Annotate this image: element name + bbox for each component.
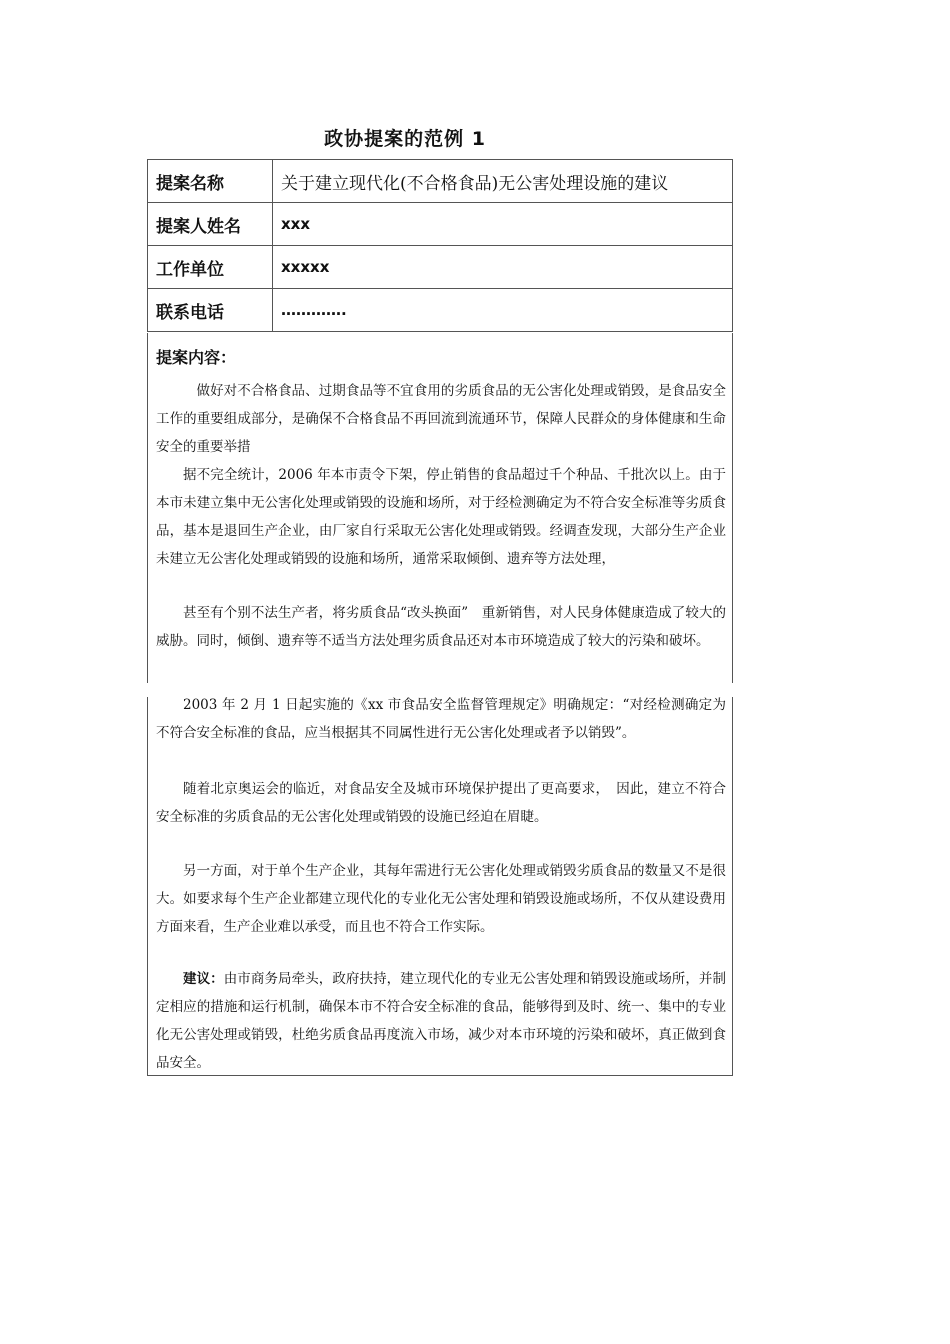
table-row [148, 289, 733, 332]
proposal-info-table [147, 159, 733, 332]
field-label-work-unit: 工作单位 [148, 246, 273, 289]
field-value-work-unit: xxxxx [273, 246, 733, 289]
content-paragraph: 2003 年 2 月 1 日起实施的《xx 市食品安全监督管理规定》明确规定：“对经检测确定为不符合安全标准的食品，应当根据其不同属性进行无公害化处理或者予以销毁”。 [156, 697, 726, 741]
proposal-content-continued [147, 697, 733, 1076]
table-row [148, 203, 733, 246]
table-row [148, 246, 733, 289]
field-value-proposal-name: 关于建立现代化(不合格食品)无公害处理设施的建议 [273, 160, 733, 203]
suggestion-text: 由市商务局牵头，政府扶持，建立现代化的专业无公害处理和销毁设施或场所，并制定相应的措施和运行机制，确保本市不符合安全标准的食品，能够得到及时、统一、集中的专业化无公害处理或销毁，杜绝劣质食品再度流入市场，减少对本市环境的污染和破坏，真正做到食品安全。 [156, 971, 727, 1071]
field-label-proposal-name: 提案名称 [148, 160, 273, 203]
suggestion-paragraph [156, 965, 726, 1077]
field-label-phone: 联系电话 [148, 289, 273, 332]
document-title: 政协提案的范例 1 [324, 128, 486, 150]
content-paragraph: 甚至有个别不法生产者，将劣质食品“改头换面” 重新销售，对人民身体健康造成了较大的威胁。同时，倾倒、遗弃等不适当方法处理劣质食品还对本市环境造成了较大的污染和破坏。 [156, 605, 726, 649]
field-value-proposer-name: xxx [273, 203, 733, 246]
suggestion-label: 建议： [183, 971, 224, 987]
content-paragraph: 另一方面，对于单个生产企业，其每年需进行无公害化处理或销毁劣质食品的数量又不是很大。如要求每个生产企业都建立现代化的专业化无公害处理和销毁设施或场所，不仅从建设费用方面来看，生产企业难以承受，而且也不符合工作实际。 [156, 863, 726, 935]
proposal-content-box [147, 333, 733, 683]
content-paragraph: 做好对不合格食品、过期食品等不宜食用的劣质食品的无公害化处理或销毁，是食品安全工作的重要组成部分，是确保不合格食品不再回流到流通环节，保障人民群众的身体健康和生命安全的重要举措 [156, 383, 726, 455]
content-paragraph: 随着北京奥运会的临近，对食品安全及城市环境保护提出了更高要求， 因此，建立不符合安全标准的劣质食品的无公害化处理或销毁的设施已经迫在眉睫。 [156, 781, 726, 825]
field-value-phone: …………. [273, 289, 733, 332]
table-row [148, 160, 733, 203]
content-paragraph: 据不完全统计，2006 年本市责令下架，停止销售的食品超过千个种品、千批次以上。由于本市未建立集中无公害化处理或销毁的设施和场所，对于经检测确定为不符合安全标准等劣质食品，基本是退回生产企业，由厂家自行采取无公害化处理或销毁。经调查发现，大部分生产企业未建立无公害化处理或销毁的设施和场所，通常采取倾倒、遗弃等方法处理， [156, 467, 726, 567]
field-label-proposer-name: 提案人姓名 [148, 203, 273, 246]
content-label: 提案内容： [156, 348, 237, 367]
